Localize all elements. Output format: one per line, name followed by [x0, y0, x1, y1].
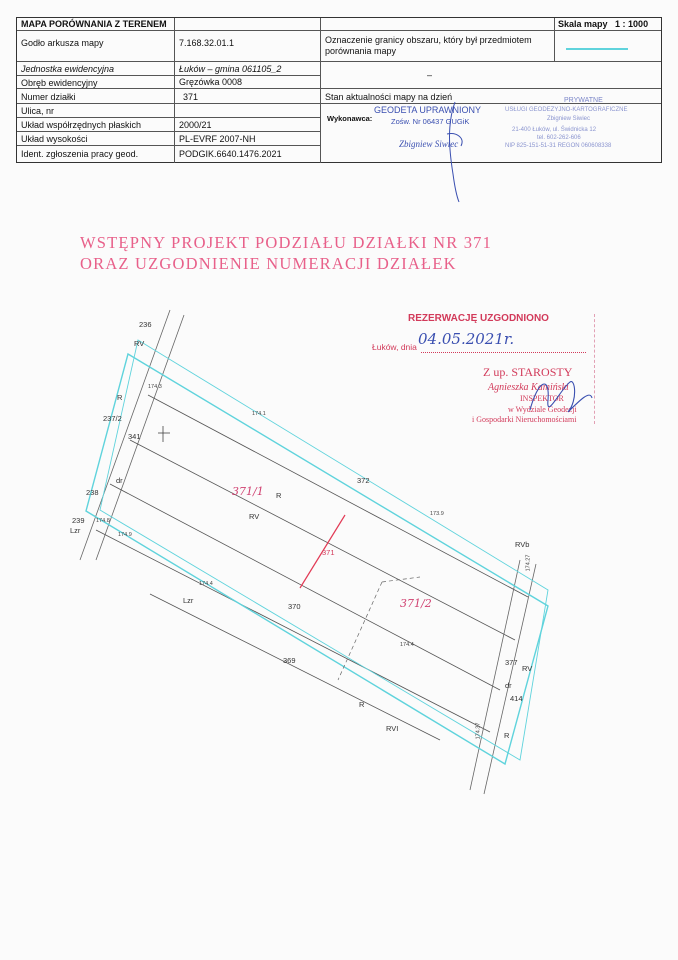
map-label: 372: [357, 476, 370, 485]
parcel-371-1: 371/1: [232, 485, 264, 498]
stamp-date: 04.05.2021r.: [418, 330, 515, 348]
map-label: Lzr: [183, 596, 194, 605]
height-label: 174.27: [525, 554, 532, 572]
row-label: Godło arkusza mapy: [21, 38, 104, 48]
row-value: 2000/21: [179, 120, 212, 130]
company-line: 21-400 Łuków, ul. Świdnicka 12: [512, 127, 597, 133]
map-label: 377: [505, 658, 518, 667]
parcel-line: [148, 395, 528, 597]
road-line: [80, 310, 170, 560]
contractor-stamp-line2: Zośw. Nr 06437 GUGiK: [391, 117, 470, 126]
map-label: RV: [249, 512, 260, 521]
map-label: 236: [139, 320, 152, 329]
row-value: Łuków – gmina 061105_2: [179, 64, 282, 74]
map-label: 370: [288, 602, 301, 611]
boundary-label: Oznaczenie granicy obszaru, który był przedmiotem porównania mapy: [325, 35, 532, 56]
height-label: 174.37: [475, 722, 482, 740]
map-label: 371: [322, 548, 335, 557]
map-label: 238: [86, 488, 99, 497]
dashed-line: [382, 577, 420, 582]
map-label: RVI: [386, 724, 399, 733]
map-label: dr: [116, 476, 123, 485]
height-label: 174.3: [148, 384, 162, 390]
comparison-boundary: [86, 354, 548, 764]
parcel-line: [150, 594, 440, 740]
contractor-name: Zbigniew Siwiec: [399, 139, 459, 149]
row-label: Numer działki: [21, 92, 76, 102]
row-label: Ident. zgłoszenia pracy geod.: [21, 149, 139, 159]
company-line: tel. 602-262-606: [537, 135, 581, 141]
stamp-title: INSPEKTOR: [520, 394, 564, 403]
map-label: RV: [522, 664, 533, 673]
company-line: USŁUGI GEODEZYJNO-KARTOGRAFICZNE: [505, 107, 628, 113]
reservation-stamp: REZERWACJĘ UZGODNIONO: [408, 313, 549, 324]
map-title: MAPA PORÓWNANIA Z TERENEM: [21, 19, 167, 29]
row-value: Gręzówka 0008: [179, 77, 243, 87]
row-label: Układ współrzędnych płaskich: [21, 120, 142, 130]
parcel-line: [96, 530, 490, 732]
map-label: R: [504, 731, 510, 740]
parcel-371-2: 371/2: [400, 597, 432, 610]
map-label: 341: [128, 432, 141, 441]
height-label: 174.9: [118, 532, 132, 538]
map-label: 237/2: [103, 414, 122, 423]
map-label: R: [117, 393, 123, 402]
height-label: 174.1: [252, 411, 266, 417]
row-value: 7.168.32.01.1: [179, 38, 235, 48]
map-label: RV: [134, 339, 145, 348]
map-label: 239: [72, 516, 85, 525]
heading-line1: WSTĘPNY PROJEKT PODZIAŁU DZIAŁKI NR 371: [80, 233, 493, 252]
map-label: 414: [510, 694, 523, 703]
dash: –: [427, 70, 433, 80]
stamp-dept2: i Gospodarki Nieruchomościami: [472, 415, 577, 424]
stamp-starosta: Z up. STAROSTY: [483, 365, 573, 379]
map-label: RVb: [515, 540, 530, 549]
company-line: Zbigniew Siwiec: [547, 116, 591, 122]
row-label: Ulica, nr: [21, 106, 55, 116]
row-value: 371: [183, 92, 199, 102]
row-label: Jednostka ewidencyjna: [21, 64, 115, 74]
height-label: 174.4: [400, 642, 414, 648]
heading-line2: ORAZ UZGODNIENIE NUMERACJI DZIAŁEK: [80, 254, 457, 273]
row-value: PODGIK.6640.1476.2021: [179, 149, 282, 159]
stamp-official: Agnieszka Kamiński: [488, 382, 569, 393]
stamp-place: Łuków, dnia: [372, 342, 417, 352]
scale-label: Skala mapy 1 : 1000: [558, 19, 649, 29]
map-label: 369: [283, 656, 296, 665]
row-value: PL-EVRF 2007-NH: [179, 134, 256, 144]
row-label: Obręb ewidencyjny: [21, 78, 98, 88]
map-label: R: [276, 491, 282, 500]
row-label: Układ wysokości: [21, 134, 88, 144]
status-label: Stan aktualności mapy na dzień: [325, 92, 453, 102]
map-label: R: [359, 700, 365, 709]
height-label: 174.8: [96, 518, 110, 524]
contractor-stamp-line1: GEODETA UPRAWNIONY: [374, 105, 482, 115]
map-label: dr: [505, 681, 512, 690]
height-label: 174.4: [199, 581, 213, 587]
height-label: 173.9: [430, 511, 444, 517]
company-line: NIP 825-151-51-31 REGON 060608338: [505, 143, 612, 149]
contractor-label: Wykonawca:: [327, 114, 373, 123]
stamp-dept1: w Wydziale Geodezji: [508, 405, 577, 414]
company-tag: PRYWATNE: [564, 97, 603, 104]
map-label: Lzr: [70, 526, 81, 535]
